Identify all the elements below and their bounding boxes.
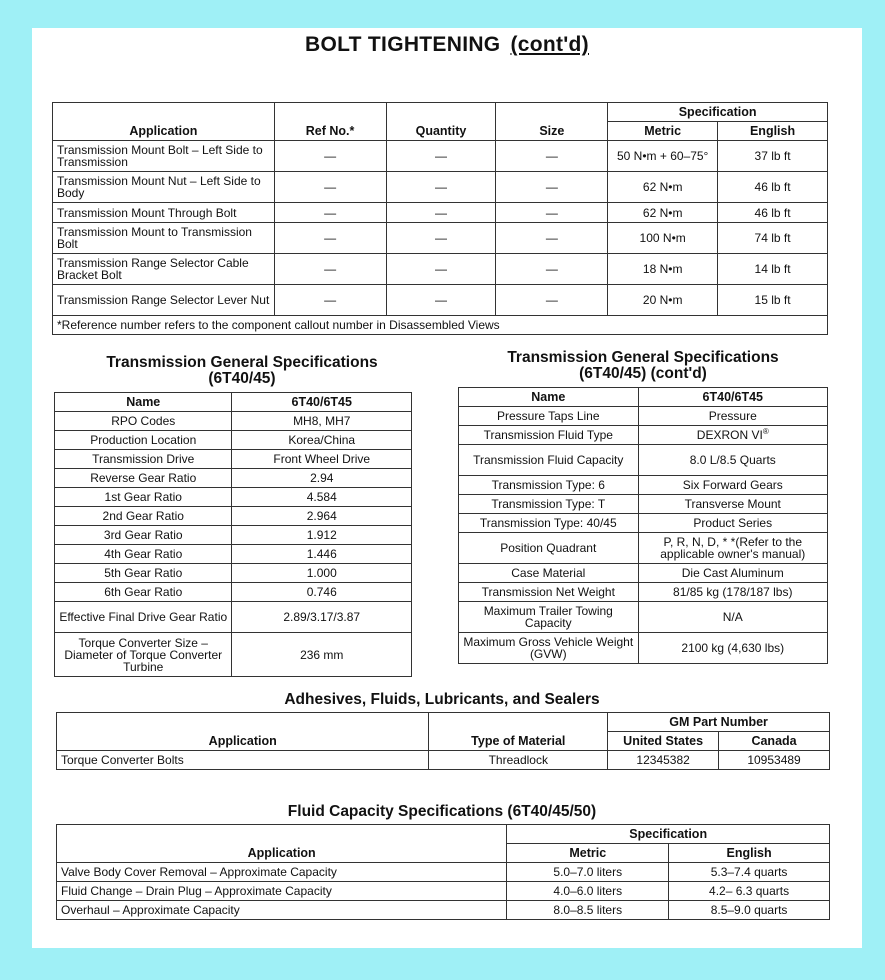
- cell-ref: —: [274, 254, 386, 285]
- cell-metric: 8.0–8.5 liters: [507, 901, 669, 920]
- cell-application: Fluid Change – Drain Plug – Approximate Capacity: [57, 882, 507, 901]
- cell-name: Transmission Type: 6: [459, 476, 639, 495]
- cell-qty: —: [386, 254, 496, 285]
- cell-english: 15 lb ft: [718, 285, 828, 316]
- col-specification: Specification: [507, 825, 830, 844]
- table-row: [459, 514, 828, 533]
- table-row: [55, 583, 412, 602]
- general-specs-right-title-line1: Transmission General Specifications: [507, 349, 779, 366]
- cell-value: Korea/China: [232, 431, 412, 450]
- col-quantity: Quantity: [386, 103, 496, 141]
- cell-english: 8.5–9.0 quarts: [669, 901, 830, 920]
- bolt-tightening-table: [52, 102, 828, 335]
- table-row: [55, 431, 412, 450]
- cell-value: 236 mm: [232, 633, 412, 677]
- cell-name: 2nd Gear Ratio: [55, 507, 232, 526]
- cell-value: 1.446: [232, 545, 412, 564]
- cell-size: —: [496, 203, 608, 223]
- cell-value: N/A: [638, 602, 827, 633]
- cell-metric: 62 N•m: [608, 172, 718, 203]
- cell-size: —: [496, 141, 608, 172]
- cell-value: 1.000: [232, 564, 412, 583]
- cell-name: Torque Converter Size – Diameter of Torque Converter Turbine: [55, 633, 232, 677]
- col-english: English: [669, 844, 830, 863]
- cell-english: 37 lb ft: [718, 141, 828, 172]
- cell-name: Transmission Net Weight: [459, 583, 639, 602]
- cell-metric: 100 N•m: [608, 223, 718, 254]
- table-row: [55, 450, 412, 469]
- fluid-capacity-title: Fluid Capacity Specifications (6T40/45/50): [287, 803, 597, 820]
- fluid-type-text: DEXRON VI: [696, 428, 763, 442]
- cell-name: RPO Codes: [55, 412, 232, 431]
- cell-qty: —: [386, 203, 496, 223]
- table-row: [459, 445, 828, 476]
- table-row: [55, 545, 412, 564]
- cell-application: Transmission Mount Bolt – Left Side to Transmission: [53, 141, 275, 172]
- cell-application: Transmission Mount Nut – Left Side to Body: [53, 172, 275, 203]
- table-row: [55, 526, 412, 545]
- table-row: [55, 507, 412, 526]
- col-value: 6T40/6T45: [232, 393, 412, 412]
- general-specs-left-title-line1: Transmission General Specifications: [106, 354, 378, 371]
- cell-qty: —: [386, 285, 496, 316]
- col-english: English: [718, 122, 828, 141]
- cell-name: 4th Gear Ratio: [55, 545, 232, 564]
- cell-value: 2100 kg (4,630 lbs): [638, 633, 827, 664]
- cell-size: —: [496, 172, 608, 203]
- cell-value: MH8, MH7: [232, 412, 412, 431]
- cell-english: 4.2– 6.3 quarts: [669, 882, 830, 901]
- cell-type: Threadlock: [429, 751, 608, 770]
- cell-size: —: [496, 254, 608, 285]
- cell-english: 46 lb ft: [718, 203, 828, 223]
- table-footnote: *Reference number refers to the component callout number in Disassembled Views: [53, 316, 828, 335]
- cell-name: Position Quadrant: [459, 533, 639, 564]
- col-canada: Canada: [719, 732, 830, 751]
- table-row: [57, 901, 830, 920]
- table-row: [459, 476, 828, 495]
- col-metric: Metric: [608, 122, 718, 141]
- col-metric: Metric: [507, 844, 669, 863]
- cell-canada: 10953489: [719, 751, 830, 770]
- cell-value: 0.746: [232, 583, 412, 602]
- cell-metric: 20 N•m: [608, 285, 718, 316]
- cell-value: Six Forward Gears: [638, 476, 827, 495]
- cell-value: Pressure: [638, 407, 827, 426]
- cell-value: Transverse Mount: [638, 495, 827, 514]
- table-row: [459, 583, 828, 602]
- col-application: Application: [53, 103, 275, 141]
- table-row: [53, 285, 828, 316]
- general-specs-right-title-line2: (6T40/45) (cont'd): [579, 365, 707, 382]
- cell-name: Pressure Taps Line: [459, 407, 639, 426]
- cell-metric: 18 N•m: [608, 254, 718, 285]
- cell-size: —: [496, 285, 608, 316]
- cell-ref: —: [274, 285, 386, 316]
- cell-qty: —: [386, 141, 496, 172]
- adhesives-title: Adhesives, Fluids, Lubricants, and Sealers: [284, 691, 600, 708]
- cell-name: 1st Gear Ratio: [55, 488, 232, 507]
- cell-qty: —: [386, 172, 496, 203]
- page-title-suffix: (cont'd): [510, 33, 589, 56]
- cell-us: 12345382: [608, 751, 719, 770]
- cell-application: Valve Body Cover Removal – Approximate Capacity: [57, 863, 507, 882]
- cell-value: [638, 426, 827, 445]
- cell-value: Product Series: [638, 514, 827, 533]
- cell-value: 4.584: [232, 488, 412, 507]
- table-row: [459, 564, 828, 583]
- table-row: [459, 495, 828, 514]
- cell-value: 2.964: [232, 507, 412, 526]
- cell-english: 5.3–7.4 quarts: [669, 863, 830, 882]
- general-specs-left-title-line2: (6T40/45): [208, 370, 276, 387]
- table-row: [57, 863, 830, 882]
- cell-metric: 5.0–7.0 liters: [507, 863, 669, 882]
- table-row: [459, 602, 828, 633]
- cell-name: Production Location: [55, 431, 232, 450]
- cell-name: Reverse Gear Ratio: [55, 469, 232, 488]
- fluid-capacity-table: [56, 824, 830, 920]
- cell-name: Maximum Gross Vehicle Weight (GVW): [459, 633, 639, 664]
- cell-value: 2.89/3.17/3.87: [232, 602, 412, 633]
- table-row: [53, 172, 828, 203]
- table-row: [55, 633, 412, 677]
- cell-name: 3rd Gear Ratio: [55, 526, 232, 545]
- cell-ref: —: [274, 172, 386, 203]
- cell-application: Transmission Range Selector Lever Nut: [53, 285, 275, 316]
- adhesives-table: [56, 712, 830, 770]
- cell-ref: —: [274, 223, 386, 254]
- cell-value: Die Cast Aluminum: [638, 564, 827, 583]
- cell-english: 46 lb ft: [718, 172, 828, 203]
- cell-application: Overhaul – Approximate Capacity: [57, 901, 507, 920]
- table-row: [55, 564, 412, 583]
- cell-value: 8.0 L/8.5 Quarts: [638, 445, 827, 476]
- document-page: [32, 28, 862, 948]
- col-type: Type of Material: [429, 713, 608, 751]
- general-specs-right-title: [458, 350, 828, 382]
- cell-english: 74 lb ft: [718, 223, 828, 254]
- cell-english: 14 lb ft: [718, 254, 828, 285]
- cell-application: Transmission Range Selector Cable Bracket Bolt: [53, 254, 275, 285]
- col-size: Size: [496, 103, 608, 141]
- table-row: [53, 223, 828, 254]
- cell-value: 2.94: [232, 469, 412, 488]
- col-application: Application: [57, 713, 429, 751]
- general-specs-left-title: [54, 355, 430, 387]
- table-row: [55, 602, 412, 633]
- cell-name: Transmission Type: T: [459, 495, 639, 514]
- col-name: Name: [55, 393, 232, 412]
- table-row: [55, 469, 412, 488]
- cell-application: Transmission Mount to Transmission Bolt: [53, 223, 275, 254]
- general-specs-left-table: [54, 392, 412, 677]
- cell-value: 81/85 kg (178/187 lbs): [638, 583, 827, 602]
- cell-name: Transmission Type: 40/45: [459, 514, 639, 533]
- cell-value: Front Wheel Drive: [232, 450, 412, 469]
- col-application: Application: [57, 825, 507, 863]
- table-row: [459, 633, 828, 664]
- table-row: [53, 203, 828, 223]
- col-specification: Specification: [608, 103, 828, 122]
- col-name: Name: [459, 388, 639, 407]
- registered-mark: ®: [762, 427, 769, 436]
- col-ref-no: Ref No.*: [274, 103, 386, 141]
- col-value: 6T40/6T45: [638, 388, 827, 407]
- cell-application: Transmission Mount Through Bolt: [53, 203, 275, 223]
- page-title: [32, 33, 862, 57]
- table-row: [459, 407, 828, 426]
- page-title-text: BOLT TIGHTENING: [305, 33, 501, 56]
- col-us: United States: [608, 732, 719, 751]
- cell-name: Effective Final Drive Gear Ratio: [55, 602, 232, 633]
- cell-name: Transmission Fluid Capacity: [459, 445, 639, 476]
- cell-name: 6th Gear Ratio: [55, 583, 232, 602]
- cell-metric: 62 N•m: [608, 203, 718, 223]
- cell-ref: —: [274, 141, 386, 172]
- cell-name: Transmission Fluid Type: [459, 426, 639, 445]
- table-row: [55, 412, 412, 431]
- cell-value: 1.912: [232, 526, 412, 545]
- cell-ref: —: [274, 203, 386, 223]
- cell-name: Case Material: [459, 564, 639, 583]
- cell-name: 5th Gear Ratio: [55, 564, 232, 583]
- table-row: [55, 488, 412, 507]
- table-row: [53, 254, 828, 285]
- cell-metric: 50 N•m + 60–75°: [608, 141, 718, 172]
- cell-size: —: [496, 223, 608, 254]
- table-row: [57, 751, 830, 770]
- general-specs-right-table: [458, 387, 828, 664]
- table-row: [57, 882, 830, 901]
- cell-qty: —: [386, 223, 496, 254]
- table-row: [53, 141, 828, 172]
- col-gm-part: GM Part Number: [608, 713, 830, 732]
- cell-name: Transmission Drive: [55, 450, 232, 469]
- cell-value: P, R, N, D, * *(Refer to the applicable owner's manual): [638, 533, 827, 564]
- cell-application: Torque Converter Bolts: [57, 751, 429, 770]
- table-row: [459, 426, 828, 445]
- table-row: [459, 533, 828, 564]
- cell-metric: 4.0–6.0 liters: [507, 882, 669, 901]
- cell-name: Maximum Trailer Towing Capacity: [459, 602, 639, 633]
